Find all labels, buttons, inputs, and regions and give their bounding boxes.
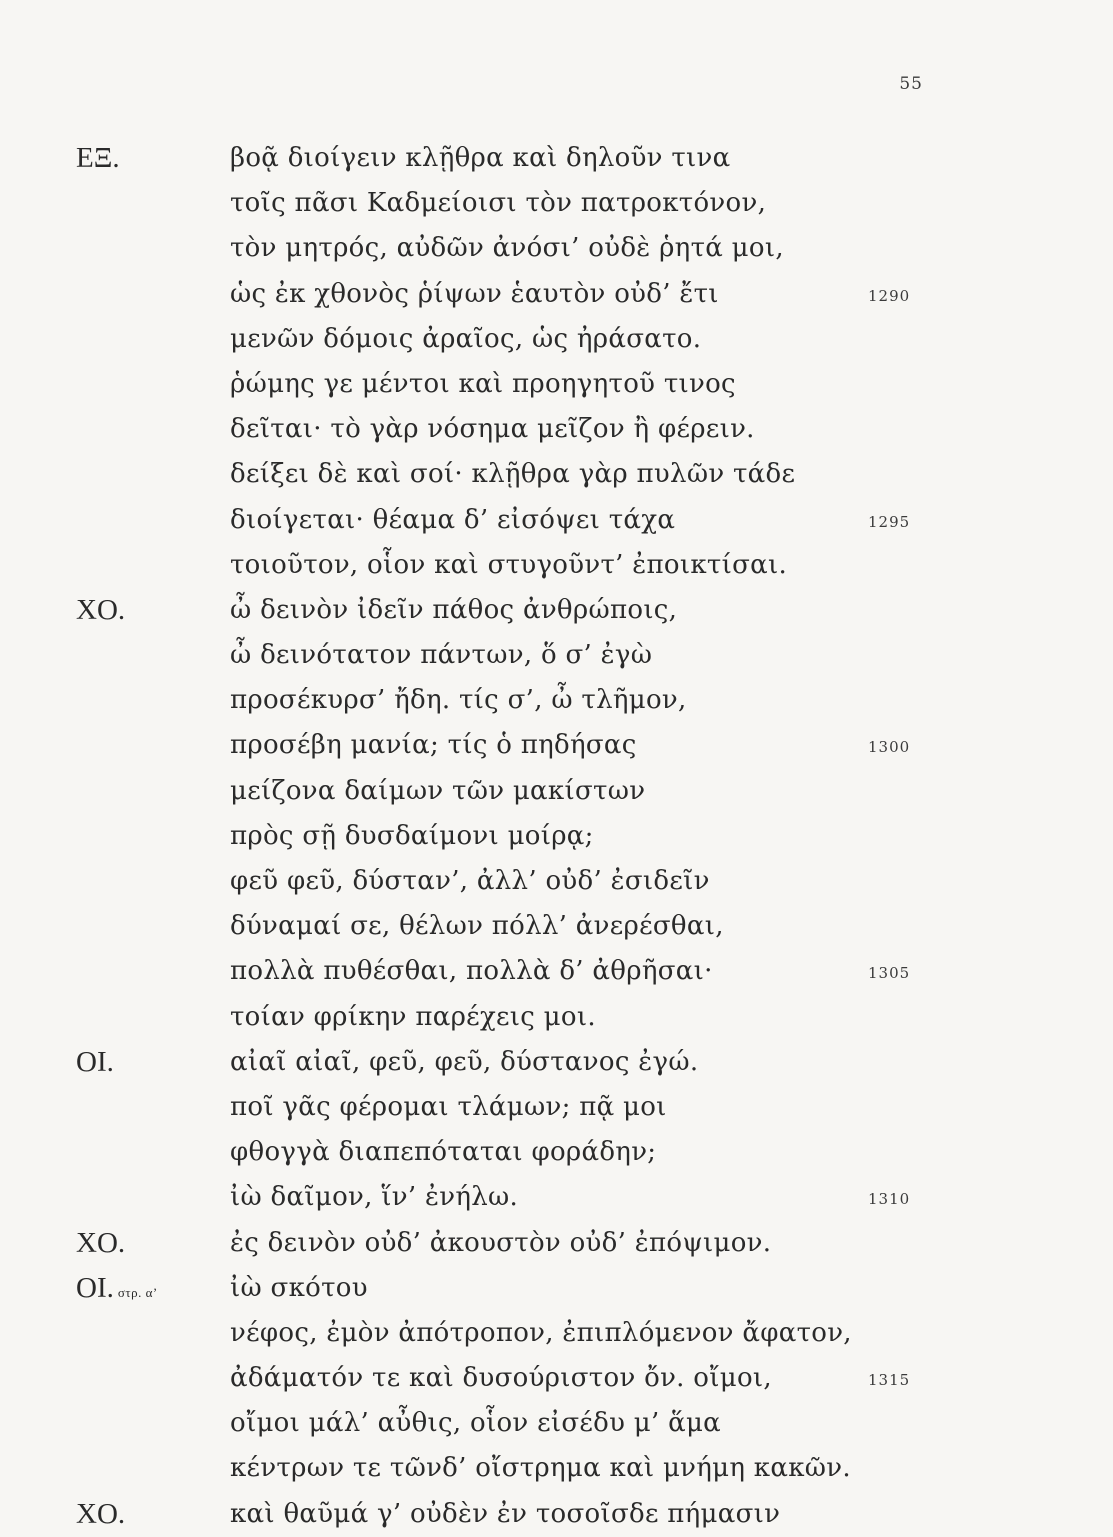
verse-text: προσέκυρσ’ ἤδη. τίς σ’, ὦ τλῆμον, bbox=[230, 685, 687, 716]
verse-line bbox=[0, 859, 1113, 904]
verse-line bbox=[0, 498, 1113, 543]
line-number: 1295 bbox=[868, 512, 911, 531]
verse-text: αἰαῖ αἰαῖ, φεῦ, φεῦ, δύστανος ἐγώ. bbox=[230, 1046, 699, 1077]
speaker-name: ΟΙ. bbox=[76, 1045, 114, 1078]
verse-text: μενῶν δόμοις ἀραῖος, ὡς ἠράσατο. bbox=[230, 323, 702, 354]
verse-text: ἰὼ δαῖμον, ἵν’ ἐνήλω. bbox=[230, 1182, 519, 1213]
verse-line bbox=[0, 1175, 1113, 1220]
verse-line bbox=[0, 1446, 1113, 1491]
verse-text: δείξει δὲ καὶ σοί· κλῇθρα γὰρ πυλῶν τάδε bbox=[230, 459, 796, 490]
verse-text: δεῖται· τὸ γὰρ νόσημα μεῖζον ἢ φέρειν. bbox=[230, 414, 755, 445]
verse-text: τὸν μητρός, αὐδῶν ἀνόσι’ οὐδὲ ῥητά μοι, bbox=[230, 233, 784, 264]
verse-line bbox=[0, 949, 1113, 994]
verse-line bbox=[0, 226, 1113, 271]
verse-text: ὦ δεινὸν ἰδεῖν πάθος ἀνθρώποις, bbox=[230, 594, 678, 625]
verse-line bbox=[0, 543, 1113, 588]
verse-line bbox=[0, 317, 1113, 362]
verse-text: πολλὰ πυθέσθαι, πολλὰ δ’ ἀθρῆσαι· bbox=[230, 956, 713, 987]
verse-line bbox=[0, 995, 1113, 1040]
verse-text: ὡς ἐκ χθονὸς ῥίψων ἑαυτὸν οὐδ’ ἔτι bbox=[230, 278, 719, 309]
verse-line bbox=[0, 1311, 1113, 1356]
verse-line bbox=[0, 588, 1113, 633]
verse-text: δύναμαί σε, θέλων πόλλ’ ἀνερέσθαι, bbox=[230, 911, 724, 942]
line-number: 1290 bbox=[868, 286, 911, 305]
verse-text: ποῖ γᾶς φέρομαι τλάμων; πᾷ μοι bbox=[230, 1091, 667, 1122]
verse-text: κέντρων τε τῶνδ’ οἴστρημα καὶ μνήμη κακῶν. bbox=[230, 1453, 851, 1484]
speaker-name: ΧΟ. bbox=[76, 593, 126, 626]
speaker-name: ΧΟ. bbox=[76, 1226, 126, 1259]
verse-line bbox=[0, 452, 1113, 497]
verse-text: φθογγὰ διαπεπόταται φοράδην; bbox=[230, 1137, 657, 1168]
verse-line bbox=[0, 362, 1113, 407]
speaker-label bbox=[76, 1221, 125, 1266]
speaker-name: ΕΞ. bbox=[76, 142, 120, 174]
verse-line bbox=[0, 1130, 1113, 1175]
verse-text: βοᾷ διοίγειν κλῇθρα καὶ δηλοῦν τινα bbox=[230, 143, 731, 173]
verse-line bbox=[0, 1266, 1113, 1311]
verse-block bbox=[0, 136, 1113, 1537]
speaker-label bbox=[76, 1492, 125, 1537]
verse-text: τοίαν φρίκην παρέχεις μοι. bbox=[230, 1001, 596, 1032]
line-number: 1305 bbox=[868, 964, 911, 983]
verse-line bbox=[0, 407, 1113, 452]
line-number: 1310 bbox=[868, 1190, 911, 1209]
verse-text: προσέβη μανία; τίς ὁ πηδήσας bbox=[230, 730, 637, 761]
verse-text: ἐς δεινὸν οὐδ’ ἀκουστὸν οὐδ’ ἐπόψιμον. bbox=[230, 1227, 772, 1258]
verse-line bbox=[0, 678, 1113, 723]
verse-line bbox=[0, 1221, 1113, 1266]
verse-line bbox=[0, 181, 1113, 226]
speaker-name: ΧΟ. bbox=[76, 1497, 126, 1530]
verse-text: οἴμοι μάλ’ αὖθις, οἷον εἰσέδυ μ’ ἅμα bbox=[230, 1408, 722, 1439]
verse-text: τοιοῦτον, οἷον καὶ στυγοῦντ’ ἐποικτίσαι. bbox=[230, 549, 788, 580]
page-number: 55 bbox=[899, 74, 923, 94]
verse-text: ἀδάματόν τε καὶ δυσούριστον ὄν. οἴμοι, bbox=[230, 1363, 772, 1394]
speaker-label bbox=[76, 1040, 114, 1085]
line-number: 1315 bbox=[868, 1371, 911, 1390]
verse-text: ὦ δεινότατον πάντων, ὅ σ’ ἐγὼ bbox=[230, 640, 653, 671]
line-number: 1300 bbox=[868, 738, 911, 757]
verse-text: πρὸς σῇ δυσδαίμονι μοίρᾳ; bbox=[230, 820, 594, 851]
verse-text: νέφος, ἐμὸν ἀπότροπον, ἐπιπλόμενον ἄφατον, bbox=[230, 1317, 852, 1348]
verse-text: διοίγεται· θέαμα δ’ εἰσόψει τάχα bbox=[230, 504, 676, 535]
verse-text: μείζονα δαίμων τῶν μακίστων bbox=[230, 775, 646, 806]
verse-line bbox=[0, 814, 1113, 859]
verse-line bbox=[0, 769, 1113, 814]
verse-line bbox=[0, 136, 1113, 181]
speaker-label bbox=[76, 588, 125, 633]
verse-text: ῥώμης γε μέντοι καὶ προηγητοῦ τινος bbox=[230, 368, 736, 399]
verse-line bbox=[0, 1040, 1113, 1085]
verse-line bbox=[0, 1492, 1113, 1537]
verse-line bbox=[0, 1085, 1113, 1130]
verse-line bbox=[0, 633, 1113, 678]
speaker-label bbox=[76, 1266, 158, 1315]
verse-line bbox=[0, 1356, 1113, 1401]
speaker-label bbox=[76, 136, 120, 181]
verse-text: τοῖς πᾶσι Καδμείοισι τὸν πατροκτόνον, bbox=[230, 188, 767, 219]
verse-line bbox=[0, 723, 1113, 768]
verse-text: φεῦ φεῦ, δύσταν’, ἀλλ’ οὐδ’ ἐσιδεῖν bbox=[230, 866, 710, 896]
speaker-name: ΟΙ. bbox=[76, 1271, 114, 1304]
strophe-marker: στρ. α’ bbox=[117, 1284, 158, 1300]
verse-line bbox=[0, 272, 1113, 317]
verse-line bbox=[0, 1401, 1113, 1446]
verse-text: καὶ θαῦμά γ’ οὐδὲν ἐν τοσοῖσδε πήμασιν bbox=[230, 1498, 781, 1529]
verse-line bbox=[0, 904, 1113, 949]
verse-text: ἰὼ σκότου bbox=[230, 1272, 368, 1303]
